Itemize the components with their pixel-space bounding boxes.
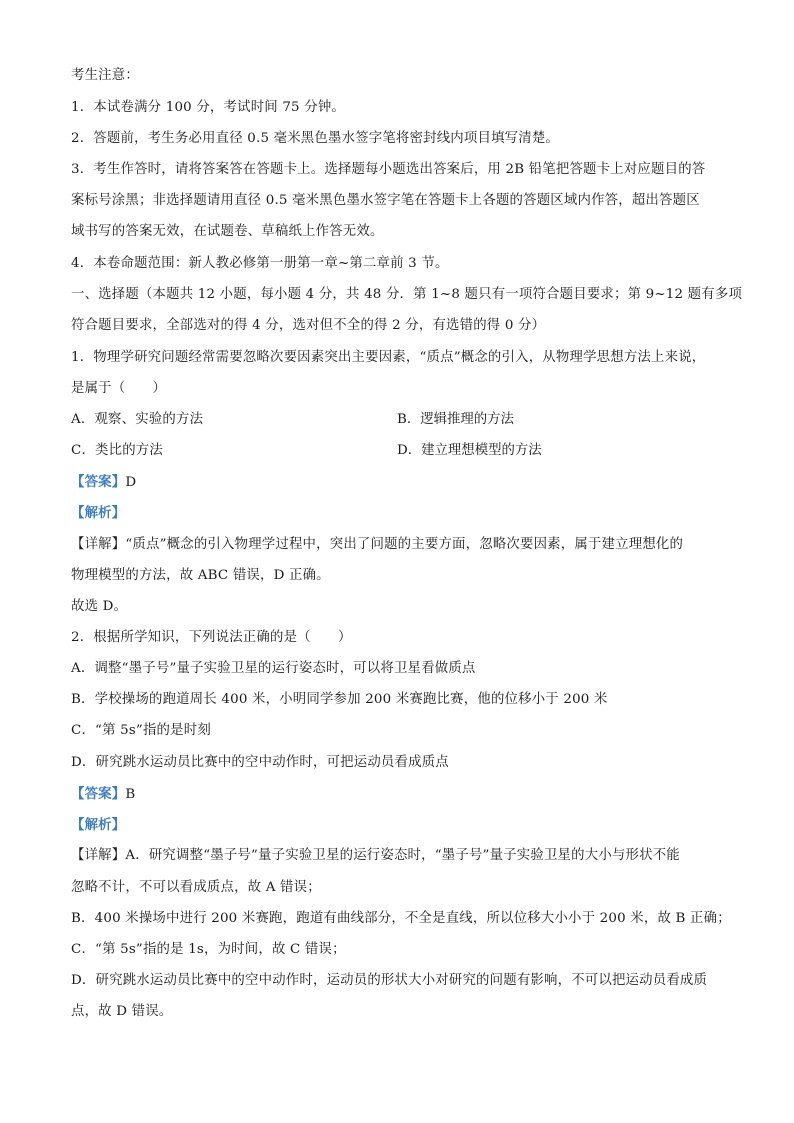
notice-item-3a: 3．考生作答时，请将答案答在答题卡上。选择题每小题选出答案后，用 2B 铅笔把答题卡上对应题目的答 [71, 162, 706, 177]
q1-answer-tag: 【答案】 [71, 474, 126, 490]
q1-detail-text1: “质点”概念的引入物理学过程中，突出了问题的主要方面，忽略次要因素，属于建立理想化的 [125, 537, 684, 552]
q1-option-a: A．观察、实验的方法 [71, 412, 204, 427]
q2-option-b: B．学校操场的跑道周长 400 米，小明同学参加 200 米赛跑比赛，他的位移小于 200 米 [71, 692, 608, 707]
q2-detail-line5: D．研究跳水运动员比赛中的空中动作时，运动员的形状大小对研究的问题有影响，不可以把运动员看成质 [71, 973, 708, 988]
q2-detail-text1: A．研究调整“墨子号”量子实验卫星的运行姿态时，“墨子号”量子实验卫星的大小与形状不能 [125, 848, 680, 863]
q2-option-d: D．研究跳水运动员比赛中的空中动作时，可把运动员看成质点 [71, 755, 449, 770]
notice-item-3b: 案标号涂黑；非选择题请用直径 0.5 毫米黑色墨水签字笔在答题卡上各题的答题区域内作答，超出答题区 [71, 193, 700, 208]
q1-conclusion: 故选 D。 [71, 599, 128, 614]
notice-title: 考生注意： [71, 68, 139, 83]
q1-option-c: C．类比的方法 [71, 443, 163, 458]
q1-answer [71, 472, 136, 493]
notice-item-2: 2．答题前，考生务必用直径 0.5 毫米黑色墨水签字笔将密封线内项目填写清楚。 [71, 131, 560, 146]
q1-detail-line1 [71, 535, 683, 555]
notice-item-1: 1．本试卷满分 100 分，考试时间 75 分钟。 [71, 100, 346, 115]
q1-stem-line1: 1．物理学研究问题经常需要忽略次要因素突出主要因素，“质点”概念的引入，从物理学思想方法上来说， [71, 350, 706, 365]
section-heading-line1: 一、选择题（本题共 12 小题，每小题 4 分，共 48 分．第 1~8 题只有一项符合题目要求；第 9~12 题有多项 [71, 287, 743, 302]
q2-option-c: C．“第 5s”指的是时刻 [71, 723, 211, 738]
q1-option-d: D．建立理想模型的方法 [397, 443, 542, 458]
q1-analysis [71, 503, 125, 524]
q1-detail-line2: 物理模型的方法，故 ABC 错误，D 正确。 [71, 568, 330, 583]
q2-detail-line3: B．400 米操场中进行 200 米赛跑，跑道有曲线部分，不全是直线，所以位移大小小于 200 米，故 B 正确； [71, 911, 731, 926]
q2-answer [71, 784, 135, 805]
q1-analysis-tag: 【解析】 [71, 505, 126, 521]
section-heading-line2: 符合题目要求，全部选对的得 4 分，选对但不全的得 2 分，有选错的得 0 分） [71, 318, 546, 333]
q1-detail-tag: 【详解】 [71, 537, 126, 552]
q2-analysis-tag: 【解析】 [71, 817, 126, 833]
q2-stem: 2．根据所学知识，下列说法正确的是（ ） [71, 630, 352, 645]
q2-detail-line1 [71, 846, 680, 866]
q2-analysis [71, 815, 125, 836]
q1-answer-value: D [125, 475, 137, 490]
q2-option-a: A．调整“墨子号”量子实验卫星的运行姿态时，可以将卫星看做质点 [71, 661, 476, 676]
q2-detail-line2: 忽略不计，不可以看成质点，故 A 错误； [71, 880, 321, 895]
q2-answer-tag: 【答案】 [71, 786, 126, 802]
q1-option-b: B．逻辑推理的方法 [397, 412, 514, 427]
q1-stem-line2: 是属于（ ） [71, 381, 167, 396]
q2-answer-value: B [125, 787, 136, 802]
notice-item-3c: 域书写的答案无效，在试题卷、草稿纸上作答无效。 [71, 224, 384, 239]
notice-item-4: 4．本卷命题范围：新人教必修第一册第一章~第二章前 3 节。 [71, 256, 449, 271]
q2-detail-line4: C．“第 5s”指的是 1s，为时间，故 C 错误； [71, 942, 346, 957]
q2-detail-tag: 【详解】 [71, 848, 126, 863]
q2-detail-line6: 点，故 D 错误。 [71, 1004, 173, 1019]
